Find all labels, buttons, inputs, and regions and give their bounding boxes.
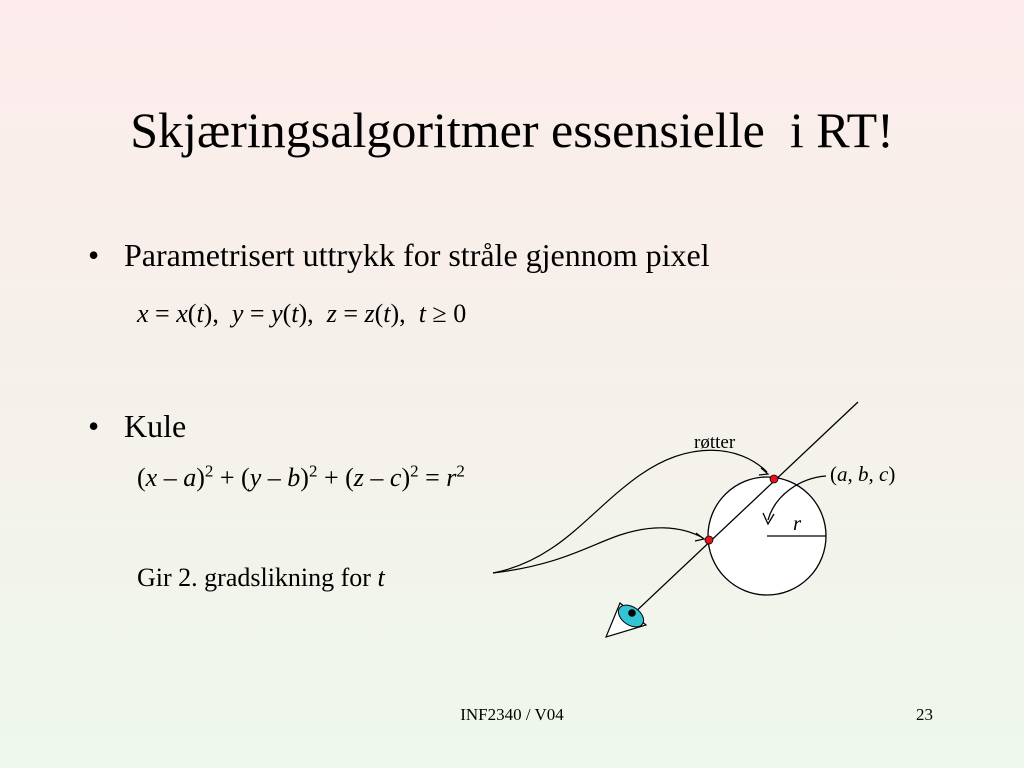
- ray-param-formula: x = x(t), y = y(t), z = z(t), t ≥ 0: [137, 299, 467, 328]
- bullet-text: Parametrisert uttrykk for stråle gjennom pixel: [124, 237, 710, 273]
- slide-title: Skjæringsalgoritmer essensielle i RT!: [130, 102, 894, 158]
- bullet-marker: •: [88, 237, 100, 273]
- sphere-equation: $(x - a)^2 + (y - b)^2 + (z - c)^2 = r^2$: [137, 461, 465, 492]
- radius-label: r: [793, 511, 802, 535]
- root-arrow-lower: [493, 528, 703, 573]
- intersection-point-far: [770, 475, 778, 483]
- footer-page-number: 23: [916, 705, 933, 724]
- center-label: (a, b, c): [830, 462, 896, 486]
- bullet-text: Kule: [124, 408, 187, 444]
- intersection-point-near: [705, 536, 713, 544]
- quadratic-note: Gir 2. gradslikning for t: [137, 563, 385, 592]
- footer-course: INF2340 / V04: [460, 705, 564, 724]
- bullet-marker: •: [88, 408, 100, 444]
- roots-label: røtter: [694, 432, 736, 453]
